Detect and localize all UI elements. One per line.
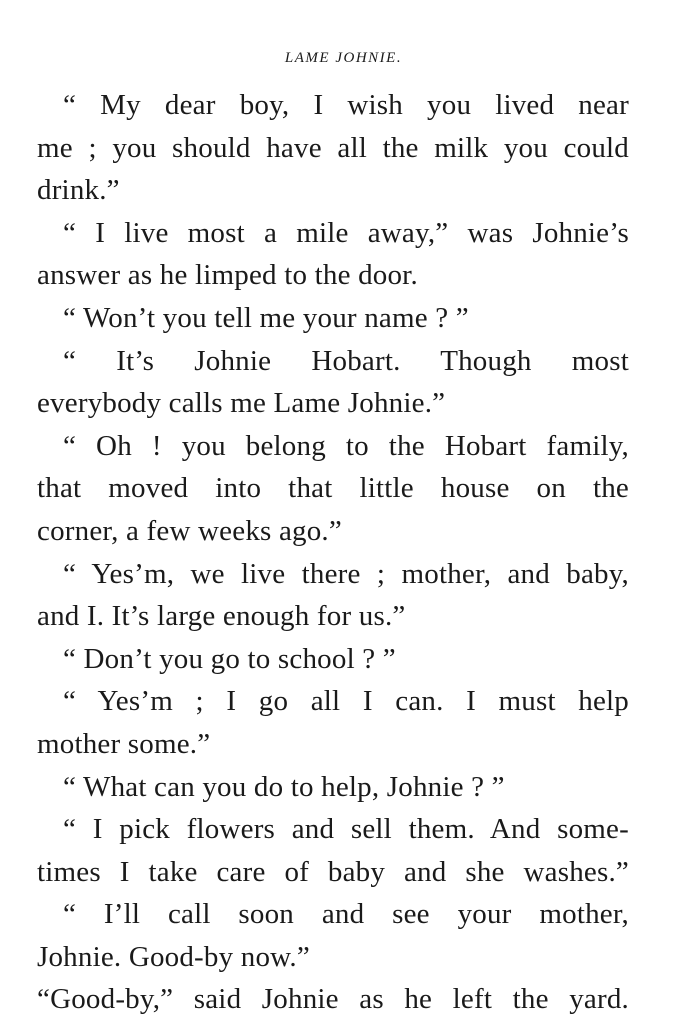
text-line: “ What can you do to help, Johnie ? ” <box>63 770 505 803</box>
text-line: “ My dear boy, I wish you lived near <box>63 89 629 121</box>
running-head: LAME JOHNIE. <box>284 50 403 66</box>
text-line: “ I pick flowers and sell them. And some- <box>63 813 629 846</box>
text-line: “Good-by,” said Johnie as he left the yard. <box>37 983 629 1016</box>
text-line: “ I’ll call soon and see your mother, <box>63 898 629 931</box>
text-line: drink.” <box>37 174 120 207</box>
text-line: “ It’s Johnie Hobart. Though most <box>63 344 629 377</box>
text-line: Johnie. Good-by now.” <box>37 940 310 973</box>
text-line: “ Yes’m ; I go all I can. I must help <box>63 685 629 718</box>
text-line: “ Won’t you tell me your name ? ” <box>63 301 469 334</box>
text-line: corner, a few weeks ago.” <box>37 514 342 547</box>
text-line: everybody calls me Lame Johnie.” <box>37 387 446 420</box>
text-line: mother some.” <box>37 727 211 760</box>
text-line: “ Yes’m, we live there ; mother, and baby, <box>63 557 629 590</box>
text-line: me ; you should have all the milk you could <box>37 131 629 164</box>
body-text <box>37 84 629 1021</box>
text-line: and I. It’s large enough for us.” <box>37 600 406 633</box>
text-line: “ Don’t you go to school ? ” <box>63 642 396 675</box>
text-line: “ Oh ! you belong to the Hobart family, <box>63 429 629 462</box>
text-line: answer as he limped to the door. <box>37 259 418 292</box>
text-line: that moved into that little house on the <box>37 472 629 505</box>
text-line: “ I live most a mile away,” was Johnie’s <box>63 216 629 249</box>
text-line: times I take care of baby and she washes.” <box>37 855 629 888</box>
